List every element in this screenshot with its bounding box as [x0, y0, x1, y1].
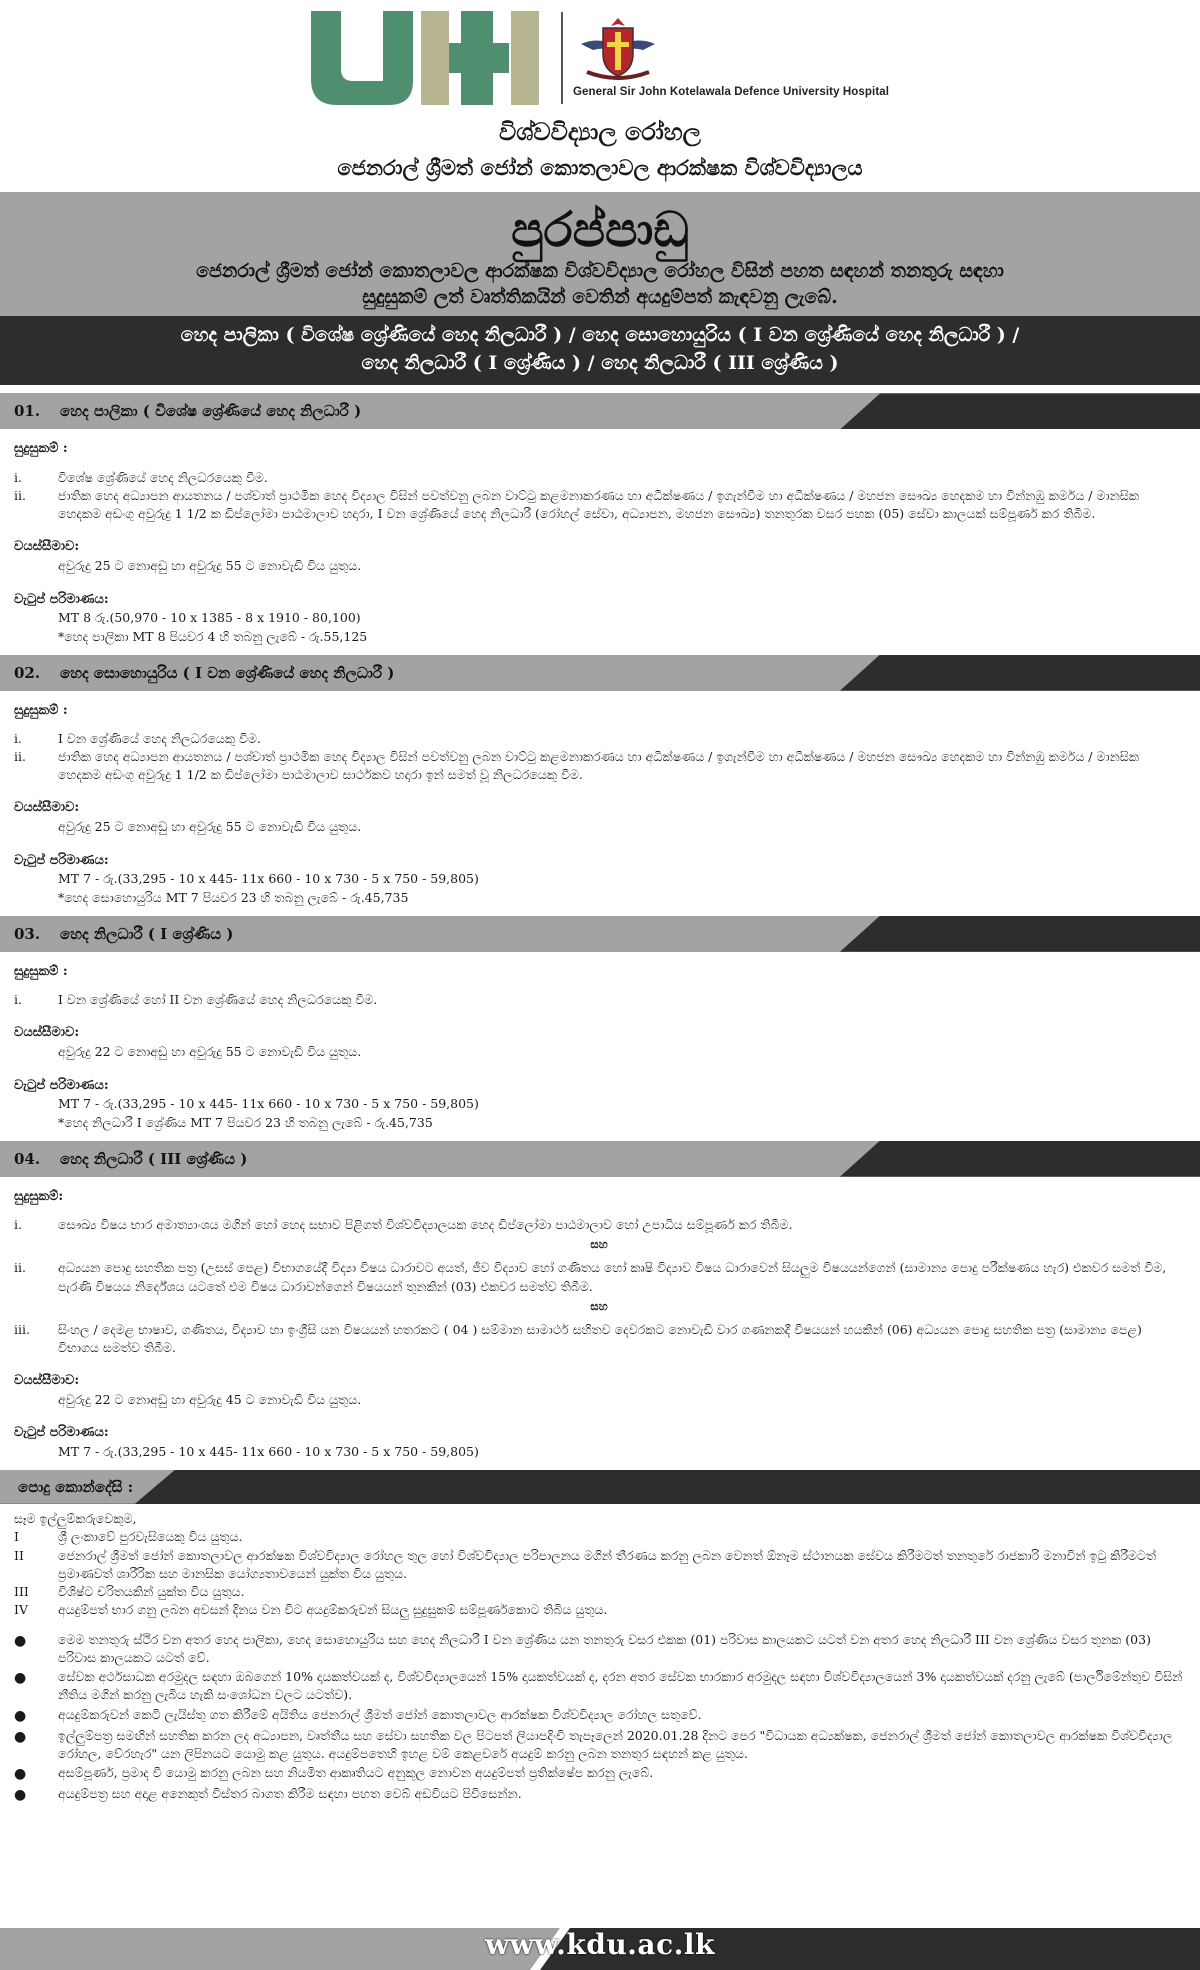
section-body-01	[0, 439, 1200, 646]
age-limit-text: අවුරුදු 22 ට නොඅඩු හා අවුරුදු 45 ට නොවැඩි විය යුතුය.	[58, 1391, 362, 1407]
age-limit-text: අවුරුදු 22 ට නොඅඩු හා අවුරුදු 55 ට නොවැඩි විය යුතුය.	[58, 1043, 362, 1059]
section-number: 04.	[14, 1149, 41, 1168]
website-link[interactable]: www.kdu.ac.lk	[485, 1928, 715, 1961]
section-header-01	[0, 393, 1200, 429]
header-logo-row	[0, 0, 1200, 110]
vacancy-subtitle-line1: ජෙනරාල් ශ්‍රීමත් ජෝන් කොතලාවල ආරක්ෂක විශ්වවිද්‍යාල රෝහල විසින් පහත සඳහන් තනතුරු සඳහා	[196, 260, 1004, 283]
section-body-04	[0, 1187, 1200, 1462]
item-text: I වන ශ්‍රේණියේ හෙද නිලධරයෙකු වීම.	[58, 731, 261, 747]
vacancy-title: පුරප්පාඩු	[511, 201, 689, 258]
item-text: විශේෂ ශ්‍රේණියේ හෙද නිලධරයෙකු වීම.	[58, 469, 268, 485]
qualification-item	[14, 1259, 1184, 1295]
bullet-icon: ●	[14, 1633, 27, 1650]
bullet-text: අසම්පූර්ණ, ප්‍රමාද වී යොමු කරනු ලබන සහ නියමිත ආකෘතියට අනුකූල නොවන අයදුම්පත් ප්‍රතික්ෂේප කරනු ලැබේ.	[58, 1765, 654, 1781]
section-title	[14, 400, 361, 423]
section-header-accent	[840, 393, 1200, 429]
item-index: i.	[14, 992, 22, 1008]
salary-line: MT 8 රු.(50,970 - 10 x 1385 - 8 x 1910 - 80,100)	[58, 610, 361, 626]
qualification-item	[14, 730, 1184, 748]
condition-item	[14, 1601, 1184, 1619]
age-limit-text: අවුරුදු 25 ට නොඅඩු හා අවුරුදු 55 ට නොවැඩි විය යුතුය.	[58, 557, 362, 573]
section-number: 01.	[14, 402, 41, 421]
section-header-03	[0, 916, 1200, 952]
bullet-icon: ●	[14, 1707, 27, 1724]
and-connector: සහ	[590, 1237, 608, 1252]
section-title-text: හෙද නිලධාරී ( III ශ්‍රේණිය )	[60, 1149, 248, 1168]
salary-line: *හෙද සොහොයුරිය MT 7 පියවර 23 හි තබනු ලැබේ - රු.45,735	[58, 889, 409, 905]
bullet-item	[14, 1727, 1184, 1763]
item-text: ජාතික හෙද අධ්‍යාපන ආයතනය / පශ්චාත් ප්‍රාථමික හෙද විද්‍යාල විසින් පවත්වනු ලබන වාට්ටු කළමනාකරණය හා අධීක්ෂණය / ඉගැන්වීම හා අධීක්ෂණය / මහජන සෞඛ්‍ය හෙදකම හා වින්නඹු කර්මය / මානසික හෙදකම අඩංගු අවුරුදු 1 1/2 ක ඩිප්ලෝමා පාඨමාලාව සාර්ථකව හදාරා ඉන් සමත් වූ නිලධරයෙකු වීම.	[58, 749, 1139, 783]
salary-scale-label: වැටුප් පරිමාණය:	[14, 852, 109, 868]
section-header-accent	[840, 1141, 1200, 1177]
age-limit-label: වයස්සීමාව:	[14, 539, 80, 555]
section-header-accent	[840, 655, 1200, 691]
salary-scale-label: වැටුප් පරිමාණය:	[14, 1077, 109, 1093]
kdu-crest-icon	[573, 14, 663, 82]
item-text: I වන ශ්‍රේණියේ හෝ II වන ශ්‍රේණියේ හෙද නිලධරයෙකු වීම.	[58, 992, 378, 1008]
bullet-icon: ●	[14, 1787, 27, 1804]
qualifications-label: සුදුසුකම් :	[14, 702, 68, 718]
item-index: ii.	[14, 1260, 26, 1276]
section-body-02	[0, 701, 1200, 908]
section-title	[14, 923, 233, 946]
section-header-accent	[840, 916, 1200, 952]
posts-line1: හෙද පාලිකා ( විශේෂ ශ්‍රේණියේ හෙද නිලධාරී ) / හෙද සොහොයුරිය ( I වන ශ්‍රේණියේ හෙද නිලධාරී ) /	[180, 324, 1020, 347]
condition-item	[14, 1547, 1184, 1583]
bullet-text: මෙම තනතුරු ස්ථිර වන අතර හෙද පාලිකා, හෙද සොහොයුරිය සහ හෙද නිලධාරී I වන ශ්‍රේණිය යන තනතුරු වසර එකක (01) පරිවාස කාලයකට යටත් වන අතර හෙද නිලධාරී III වන ශ්‍රේණිය වසර තුනක (03) පරිවාස කාලයකට යටත් වේ.	[58, 1632, 1151, 1666]
item-index: II	[14, 1547, 24, 1563]
qualification-item	[14, 1216, 1184, 1234]
condition-item	[14, 1528, 1184, 1546]
salary-scale-label: වැටුප් පරිමාණය:	[14, 591, 109, 607]
item-index: i.	[14, 469, 22, 485]
and-connector: සහ	[590, 1298, 608, 1313]
vacancy-subtitle-line2: සුදුසුකම් ලත් වෘත්තිකයින් වෙතින් අයදුම්පත් කැඳවනු ලැබේ.	[362, 285, 838, 308]
bullet-text: අයදුම්කරුවන් කෙටි ලැයිස්තු ගත කිරීමේ අයිතිය ජෙනරාල් ශ්‍රීමත් ජෝන් කොතලාවල ආරක්ෂක විශ්වවිද්‍යාල රෝහල සතුවේ.	[58, 1706, 702, 1722]
footer-banner	[0, 1914, 1200, 1970]
section-body-03	[0, 962, 1200, 1133]
general-conditions-title: පොදු කොන්දේසි :	[18, 1477, 134, 1496]
section-number: 02.	[14, 663, 41, 682]
bullet-item	[14, 1631, 1184, 1667]
item-index: ii.	[14, 488, 26, 504]
item-index: ii.	[14, 749, 26, 765]
item-index: III	[14, 1583, 29, 1599]
item-index: IV	[14, 1601, 28, 1617]
section-title-text: හෙද පාලිකා ( විශේෂ ශ්‍රේණියේ හෙද නිලධාරී )	[60, 402, 362, 421]
vacancy-banner	[0, 192, 1200, 317]
section-title-text: හෙද සොහොයුරිය ( I වන ශ්‍රේණියේ හෙද නිලධාරී )	[60, 663, 395, 682]
bullet-text: සේවක අර්ථසාධක අරමුදල සඳහා ඔබගෙන් 10% දායකත්වයක් ද, විශ්වවිද්‍යාලයෙන් 15% දායකත්වයක් ද, දරන අතර සේවක භාරකාර අරමුදල සඳහා විශ්වවිද්‍යාලයෙන් 3% දායකත්වයක් දරනු ලැබේ (පාර්ලිමේන්තුව විසින් නීතිය මගින් කරනු ලැබිය හැකි සංශෝධන වලට යටත්ව).	[58, 1669, 1183, 1703]
salary-line: MT 7 - රු.(33,295 - 10 x 445- 11x 660 - 10 x 730 - 5 x 750 - 59,805)	[58, 871, 479, 887]
qualification-item	[14, 469, 1184, 487]
bullet-text: ඉල්ලුම්පත්‍ර සමඟින් සහතික කරන ලද අධ්‍යාපන, වෘත්තීය සහ සේවා සහතික වල පිටපත් ලියාපදිංචි තැපෑලෙන් 2020.01.28 දිනට පෙර "විධායක අධ්‍යක්ෂක, ජෙනරාල් ශ්‍රීමත් ජෝන් කොතලාවල ආරක්ෂක විශ්වවිද්‍යාල රෝහල, වේරහැර" යන ලිපිනයට යොමු කළ යුතුය. අයදුම්පතෙහි ඉහළ වම් කෙළවරේ අයදුම් කරනු ලබන තනතුර සඳහන් කළ යුතුය.	[58, 1727, 1173, 1762]
qualification-item	[14, 487, 1184, 523]
item-text: සිංහල / දෙමළ භාෂාව, ගණිතය, විද්‍යාව හා ඉංග්‍රීසි යන විෂයයන් හතරකට ( 04 ) සම්මාන සාමාර්ථ සහිතව දෙවරකට නොවැඩි වාර ගණනකදී විෂයයන් හයකින් (06) අධ්‍යයන පොදු සහතික පත්‍ර (සාමාන්‍ය පෙළ) විභාගය සමත්ව තිබීම.	[58, 1321, 1142, 1356]
item-text: ජෙනරාල් ශ්‍රීමත් ජෝන් කොතලාවල ආරක්ෂක විශ්වවිද්‍යාල රෝහල තුල හෝ විශ්වවිද්‍යාල පරිපාලනය මගින් තීරණය කරනු ලබන වෙනත් ඕනෑම ස්ථානයක සේවය කිරීමටත් තනතුරේ රාජකාරි මනාවින් ඉටු කිරීමටත් ප්‍රමාණවත් ශාරීරික සහ මානසික යෝග්‍යතාවයෙන් යුක්ත විය යුතුය.	[58, 1547, 1157, 1581]
item-text: අධ්‍යයන පොදු සහතික පත්‍ර (උසස් පෙළ) විභාගයේදී විද්‍යා විෂය ධාරාවට අයත්, ජීව විද්‍යාව හෝ ගණිතය හෝ කෘෂි විද්‍යාව විෂය ධාරාවෙන් සියලුම විෂයයන්ගෙන් (සාමාන්‍ය පොදු පරීක්ෂණය හැර) එකවර සමත් වීම, පැරණි විෂයය නිර්දේශය යටතේ එම විෂය ධාරාවන්ගෙන් විෂයයන් තුනකින් (03) එකවර සමත්ව තිබීම.	[58, 1260, 1167, 1294]
university-name: ජෙනරාල් ශ්‍රීමත් ජෝන් කොතලාවල ආරක්ෂක විශ්වවිද්‍යාලය	[337, 155, 863, 180]
bullet-item	[14, 1764, 1184, 1784]
posts-banner	[0, 316, 1200, 385]
age-limit-text: අවුරුදු 25 ට නොඅඩු හා අවුරුදු 55 ට නොවැඩි විය යුතුය.	[58, 818, 362, 834]
condition-item	[14, 1583, 1184, 1601]
bullet-icon: ●	[14, 1766, 27, 1783]
qualifications-label: සුදුසුකම් :	[14, 441, 68, 457]
general-conditions-body	[0, 1510, 1200, 1806]
bullet-icon: ●	[14, 1670, 27, 1687]
item-index: iii.	[14, 1321, 30, 1337]
age-limit-label: වයස්සීමාව:	[14, 1373, 80, 1389]
kdu-crest-block	[573, 14, 889, 101]
hospital-name: General Sir John Kotelawala Defence University Hospital	[572, 86, 890, 99]
item-text: ජාතික හෙද අධ්‍යාපන ආයතනය / පශ්චාත් ප්‍රාථමික හෙද විද්‍යාල විසින් පවත්වනු ලබන වාට්ටු කළමනාකරණය හා අධීක්ෂණය / ඉගැන්වීම හා අධීක්ෂණය / මහජන සෞඛ්‍ය හෙදකම හා වින්නඹු කර්මය / මානසික හෙදකම අඩංගු අවුරුදු 1 1/2 ක ඩිප්ලෝමා පාඨමාලාව හදාරා, I වන ශ්‍රේණියේ හෙද නිලධාරී (රෝහල් සේවා, අධ්‍යාපන, මහජන සෞඛ්‍ය) තනතුරක වසර පහක (05) සේවා කාලයක් සම්පූර්ණ කර තිබීම.	[58, 488, 1139, 522]
item-index: i.	[14, 1217, 22, 1233]
section-number: 03.	[14, 924, 41, 943]
section-title	[14, 662, 394, 685]
general-conditions-header	[0, 1470, 1200, 1504]
item-text: අයදුම්පත් භාර ගනු ලබන අවසන් දිනය වන විට අයදුම්කරුවන් සියලු සුදුසුකම් සම්පූර්ණකොට තිබිය යුතුය.	[58, 1601, 608, 1617]
qualifications-label: සුදුසුකම් :	[14, 963, 68, 979]
general-bullet-list	[14, 1631, 1184, 1806]
bullet-icon: ●	[14, 1728, 27, 1745]
section-header-04	[0, 1141, 1200, 1177]
posts-line2: හෙද නිලධාරී ( I ශ්‍රේණිය ) / හෙද නිලධාරී ( III ශ්‍රේණිය )	[361, 351, 839, 374]
bullet-item	[14, 1785, 1184, 1805]
bullet-text: අයදුම්පත්‍ර සහ අදාළ අනෙකුත් විස්තර බාගත කිරීම සඳහා පහත වෙබ් අඩවියට පිවිසෙන්න.	[58, 1786, 522, 1802]
salary-line: *හෙද නිලධාරී I ශ්‍රේණිය MT 7 පියවර 23 හි තබනු ලැබේ - රු.45,735	[58, 1114, 433, 1130]
item-index: I	[14, 1529, 19, 1545]
salary-line: MT 7 - රු.(33,295 - 10 x 445- 11x 660 - 10 x 730 - 5 x 750 - 59,805)	[58, 1096, 479, 1112]
item-text: ශ්‍රී ලංකාවේ පුරවැසියෙකු විය යුතුය.	[58, 1529, 243, 1545]
qualifications-label: සුදුසුකම්:	[14, 1188, 64, 1204]
item-index: i.	[14, 731, 22, 747]
salary-scale-label: වැටුප් පරිමාණය:	[14, 1425, 109, 1441]
item-text: විශිෂ්ට චරිතයකින් යුක්ත විය යුතුය.	[58, 1583, 245, 1599]
uh-logo	[311, 11, 551, 105]
age-limit-label: වයස්සීමාව:	[14, 800, 80, 816]
section-header-02	[0, 655, 1200, 691]
university-hospital-title: විශ්වවිද්‍යාල රෝහල	[498, 117, 701, 146]
uh-logo-icon	[311, 11, 551, 105]
logo-divider	[561, 12, 563, 104]
age-limit-label: වයස්සීමාව:	[14, 1025, 80, 1041]
section-title-text: හෙද නිලධාරී ( I ශ්‍රේණිය )	[60, 924, 234, 943]
salary-line: MT 7 - රු.(33,295 - 10 x 445- 11x 660 - 10 x 730 - 5 x 750 - 59,805)	[58, 1443, 479, 1459]
bullet-item	[14, 1706, 1184, 1726]
bullet-item	[14, 1668, 1184, 1704]
qualification-item	[14, 1321, 1184, 1357]
qualification-item	[14, 748, 1184, 784]
item-text: සෞඛ්‍ය විෂය භාර අමාත්‍යාංශය මගින් හෝ හෙද සභාව පිළිගත් විශ්වවිද්‍යාලයක හෙද ඩිප්ලෝමා පාඨමාලාව හෝ උපාධිය සම්පූර්ණ කර තිබීම.	[58, 1217, 793, 1233]
section-title	[14, 1148, 247, 1171]
qualification-item	[14, 991, 1184, 1009]
salary-line: *හෙද පාලිකා MT 8 පියවර 4 හි තබනු ලැබේ - රු.55,125	[58, 628, 368, 644]
general-intro: සෑම ඉල්ලුම්කරුවෙකුම,	[14, 1510, 137, 1526]
